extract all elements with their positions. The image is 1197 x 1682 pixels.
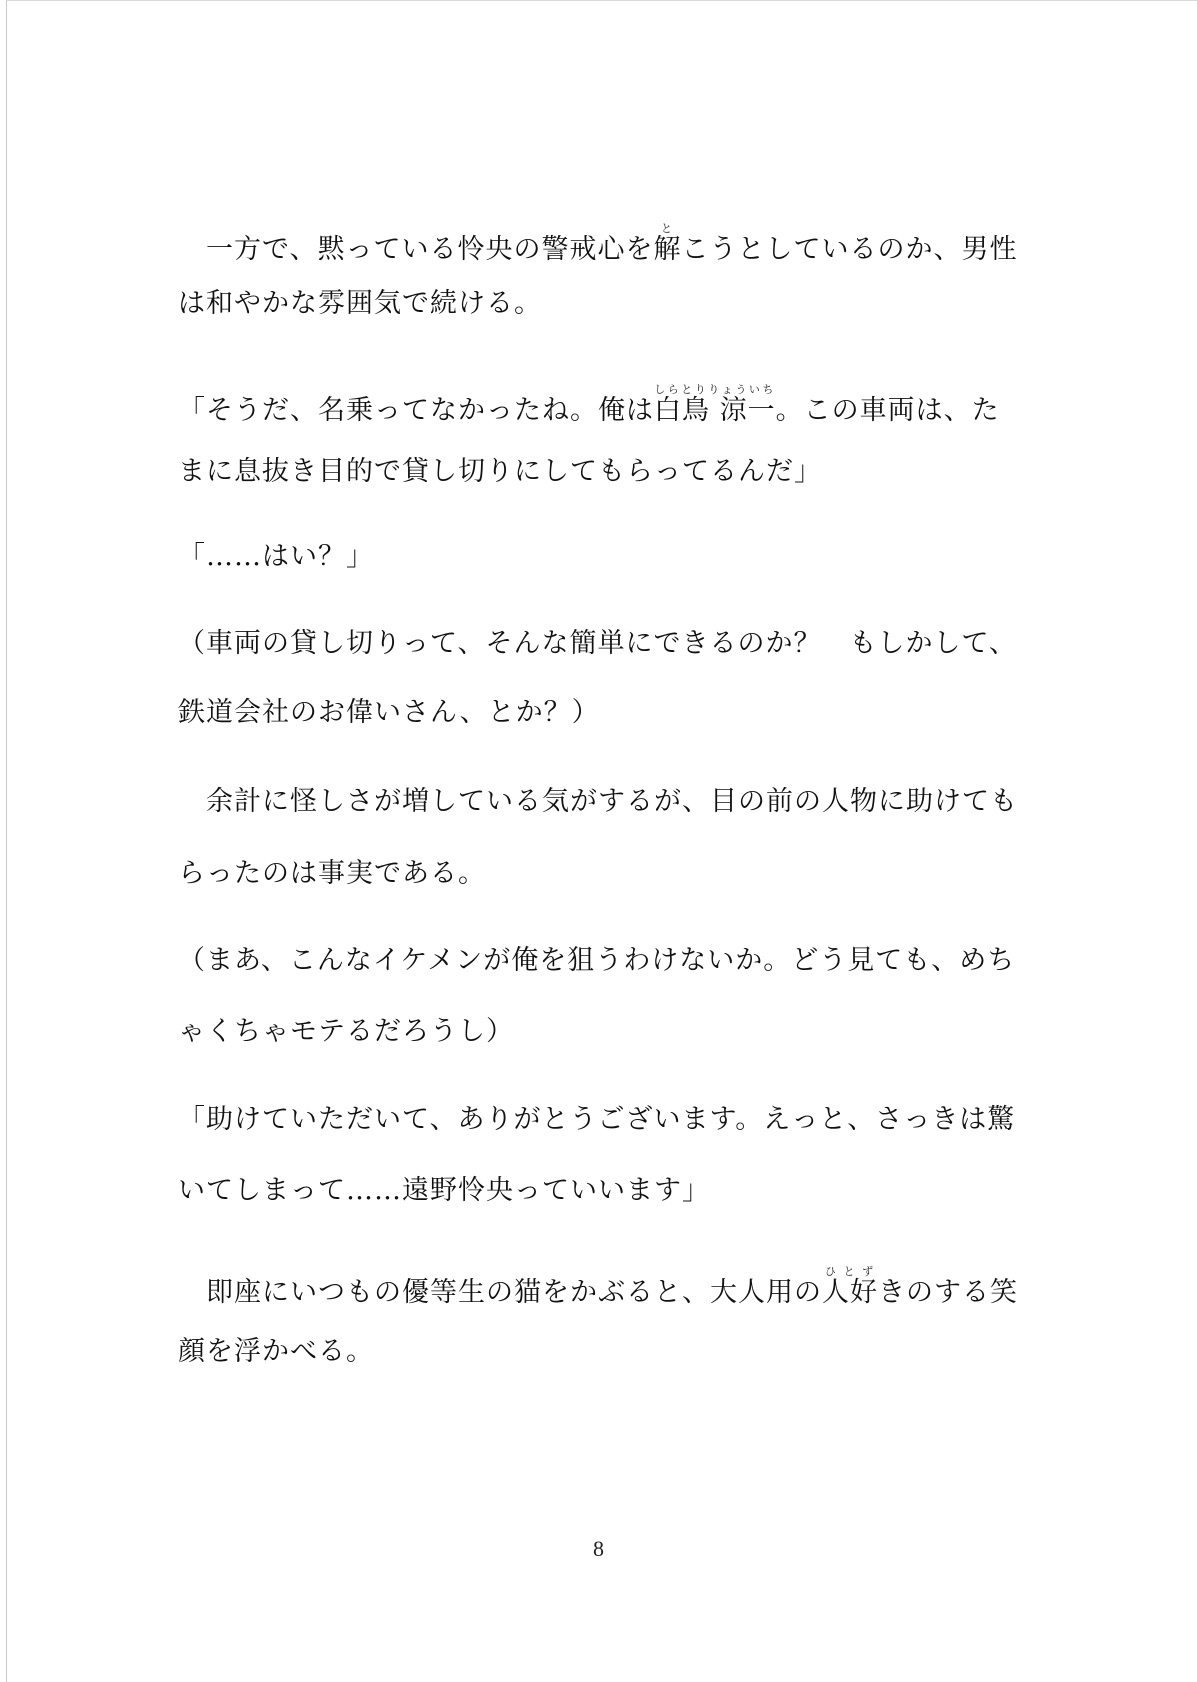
text-segment: こうとしているのか、男性 [681,234,1018,265]
page-number: 8 [593,1536,604,1561]
text-line: ゃくちゃモテるだろうし） [178,1016,514,1047]
text-segment: 即座にいつもの優等生の猫をかぶると、大人用の [178,1277,822,1308]
ruby-reading: ひとず [822,1265,878,1278]
text-line: （車両の貸し切りって、そんな簡単にできるのか？ もしかして、 [178,628,1017,659]
text-line [178,222,1017,267]
text-segment: きのする笑 [878,1277,1018,1308]
ruby-reading: しらとりりょういち [654,383,776,396]
text-line: （まあ、こんなイケメンが俺を狙うわけないか。どう見ても、めち [178,945,1016,976]
text-segment: 一方で、黙っている怜央の警戒心を [178,234,654,265]
ruby-reading: と [653,222,682,235]
text-segment: 。この車両は、た [775,395,1000,426]
ruby-word [822,1265,878,1308]
text-line: 顔を浮かべる。 [178,1336,374,1367]
text-line: 「助けていただいて、ありがとうございます。えっと、さっきは驚 [178,1104,1016,1135]
text-line: まに息抜き目的で貸し切りにしてもらってるんだ」 [178,456,822,487]
text-line [178,1265,1018,1310]
ruby-word [654,383,776,426]
ruby-word [653,222,682,265]
text-line: らったのは事実である。 [178,858,486,889]
text-line: 鉄道会社のお偉いさん、とか？） [178,697,600,728]
ruby-base: 白鳥 涼一 [654,395,776,426]
page-edge-top [6,0,1197,1]
text-line [178,383,1000,428]
ruby-base: 人好 [822,1277,878,1308]
text-segment: 「そうだ、名乗ってなかったね。俺は [178,395,654,426]
text-line: 「……はい？」 [178,541,374,572]
text-line: いてしまって……遠野怜央っていいます」 [178,1175,710,1206]
ruby-base: 解 [653,234,682,265]
text-line: 余計に怪しさが増している気がするが、目の前の人物に助けても [178,786,1018,817]
text-line: は和やかな雰囲気で続ける。 [178,288,542,319]
page-edge-left [6,0,7,1682]
